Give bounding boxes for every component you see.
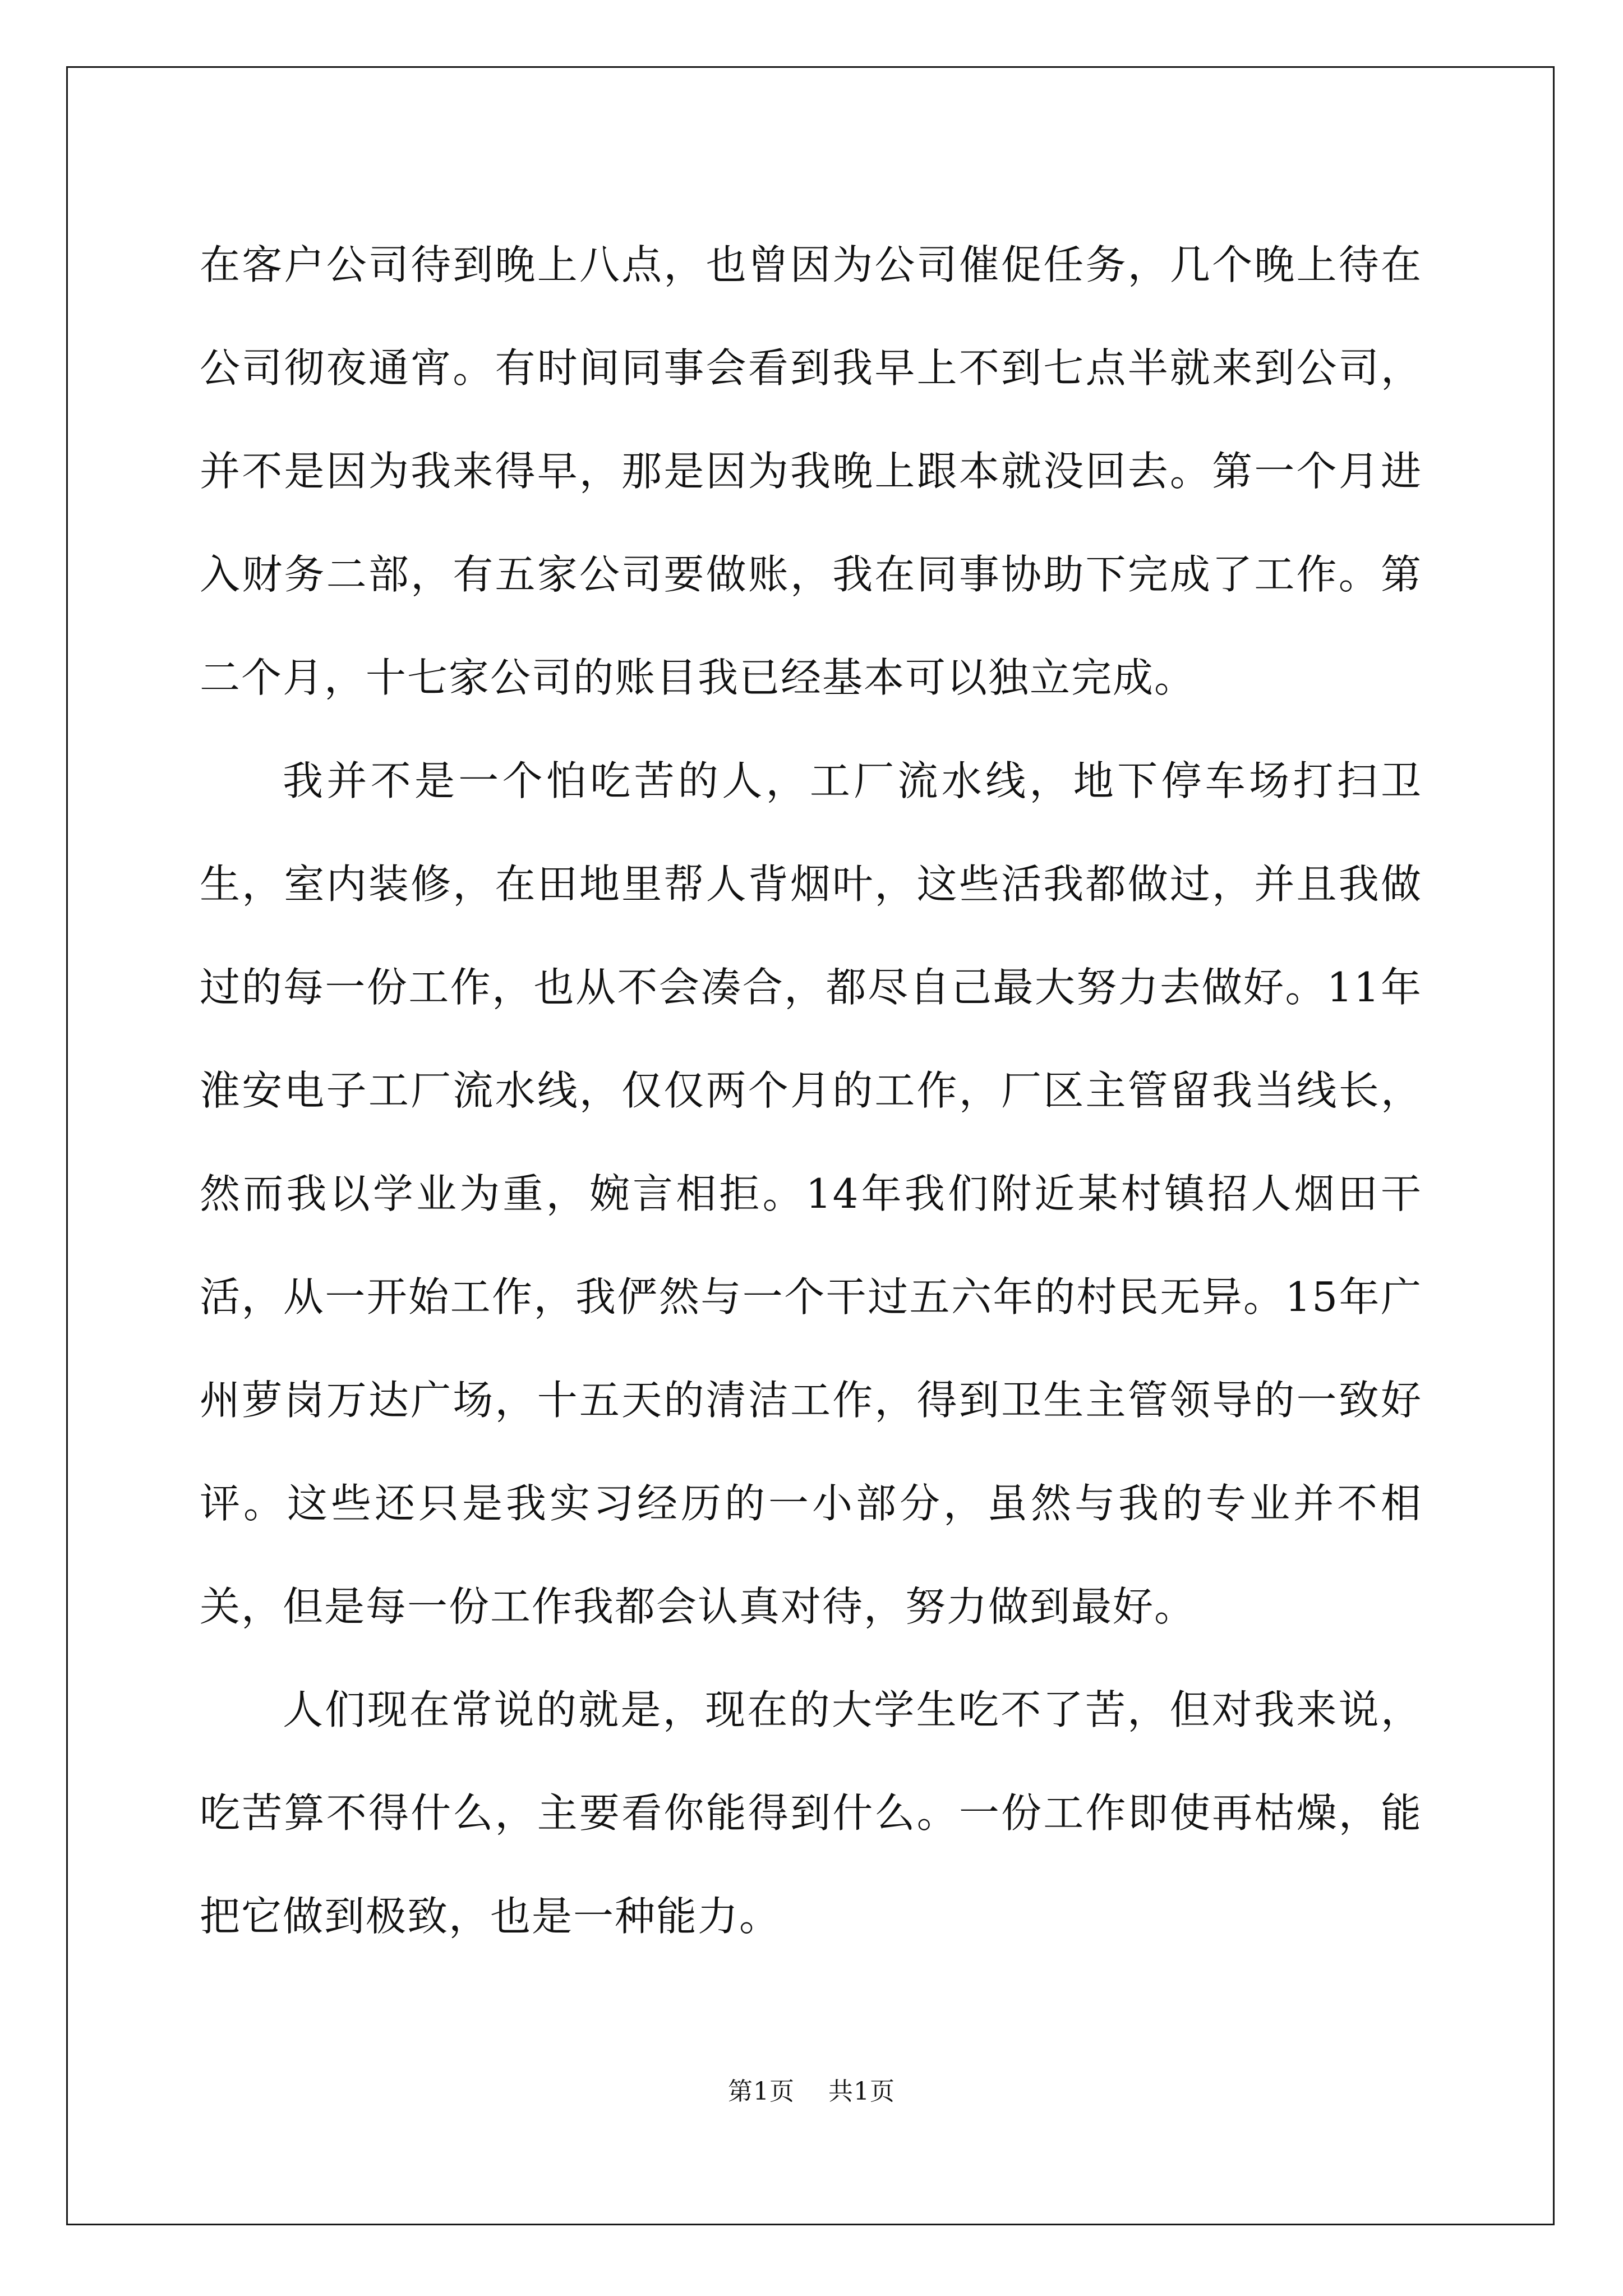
paragraph-2: 我并不是一个怕吃苦的人，工厂流水线，地下停车场打扫卫生，室内装修，在田地里帮人背烟叶，这些活我都做过，并且我做过的每一份工作，也从不会凑合，都尽自己最大努力去做好。11年淮安电子工厂流水线，仅仅两个月的工作，厂区主管留我当线长，然而我以学业为重，婉言相拒。14年我们附近某村镇招人烟田干活，从一开始工作，我俨然与一个干过五六年的村民无异。15年广州萝岗万达广场，十五天的清洁工作，得到卫生主管领导的一致好评。这些还只是我实习经历的一小部分，虽然与我的专业并不相关，但是每一份工作我都会认真对待，努力做到最好。	[200, 757, 1422, 1630]
page-footer	[0, 2071, 1623, 2107]
paragraph-1: 在客户公司待到晚上八点，也曾因为公司催促任务，几个晚上待在公司彻夜通宵。有时间同事会看到我早上不到七点半就来到公司，并不是因为我来得早，那是因为我晚上跟本就没回去。第一个月进入财务二部，有五家公司要做账，我在同事协助下完成了工作。第二个月，十七家公司的账目我已经基本可以独立完成。	[200, 241, 1422, 701]
document-body	[200, 213, 1422, 1968]
page-number-current: 第1页	[728, 2077, 795, 2106]
paragraph-3: 人们现在常说的就是，现在的大学生吃不了苦，但对我来说，吃苦算不得什么，主要看你能得到什么。一份工作即使再枯燥，能把它做到极致，也是一种能力。	[200, 1686, 1422, 1940]
page-number-total: 共1页	[828, 2077, 895, 2106]
